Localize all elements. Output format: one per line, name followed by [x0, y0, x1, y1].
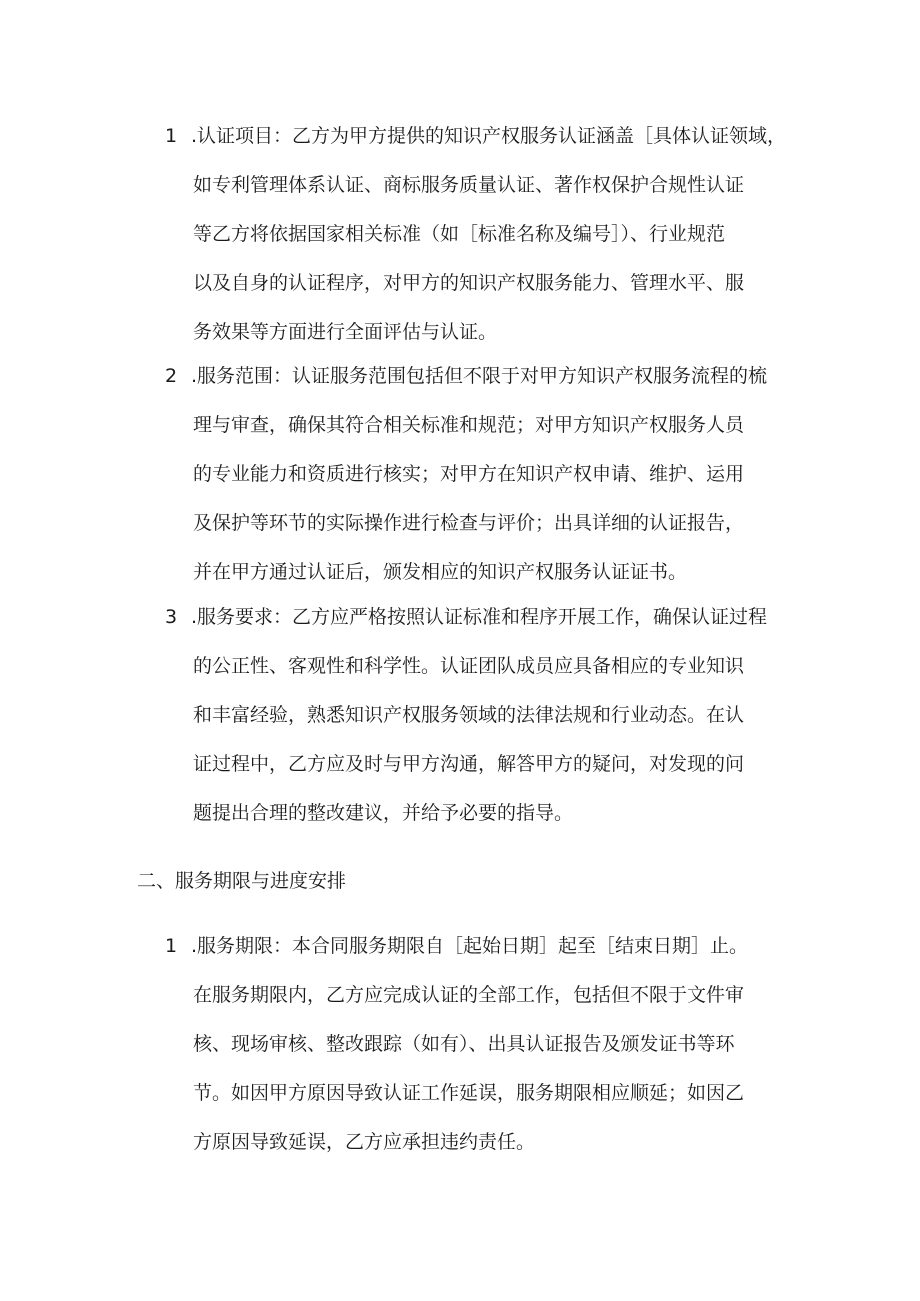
- clause-service-scope: [165, 352, 790, 597]
- clause-text: [191, 922, 790, 1167]
- clause-line: 核、现场审核、整改跟踪（如有）、出具认证报告及颁发证书等环: [193, 1033, 735, 1055]
- clause-service-period: [165, 922, 790, 1167]
- clause-line: 如专利管理体系认证、商标服务质量认证、著作权保护合规性认证: [193, 174, 745, 196]
- clause-line: 证过程中，乙方应及时与甲方沟通，解答甲方的疑问，对发现的问: [193, 753, 745, 775]
- clause-text: [191, 593, 790, 838]
- clause-line: 节。如因甲方原因导致认证工作延误，服务期限相应顺延；如因乙: [193, 1082, 745, 1104]
- clause-text: [191, 112, 790, 357]
- clause-line: 务效果等方面进行全面评估与认证。: [193, 321, 498, 343]
- clause-line: .认证项目：乙方为甲方提供的知识产权服务认证涵盖［具体认证领域，: [191, 125, 787, 147]
- clause-line: 并在甲方通过认证后，颁发相应的知识产权服务认证证书。: [193, 561, 688, 583]
- clause-line: 理与审查，确保其符合相关标准和规范；对甲方知识产权服务人员: [193, 414, 745, 436]
- clause-service-requirements: [165, 593, 790, 838]
- clause-line: .服务范围：认证服务范围包括但不限于对甲方知识产权服务流程的梳: [191, 365, 768, 387]
- clause-number: 1: [165, 125, 178, 147]
- clause-text: [191, 352, 790, 597]
- clause-number: 3: [165, 606, 178, 628]
- clause-line: 以及自身的认证程序，对甲方的知识产权服务能力、管理水平、服: [193, 272, 745, 294]
- clause-number: 1: [165, 935, 178, 957]
- clause-certification-project: [165, 112, 790, 357]
- clause-line: 方原因导致延误，乙方应承担违约责任。: [193, 1131, 536, 1153]
- clause-line: 题提出合理的整改建议，并给予必要的指导。: [193, 802, 574, 824]
- clause-line: 在服务期限内，乙方应完成认证的全部工作，包括但不限于文件审: [193, 984, 745, 1006]
- clause-line: .服务期限：本合同服务期限自［起始日期］起至［结束日期］止。: [191, 935, 749, 957]
- clause-line: 和丰富经验，熟悉知识产权服务领域的法律法规和行业动态。在认: [193, 704, 745, 726]
- clause-line: 的公正性、客观性和科学性。认证团队成员应具备相应的专业知识: [193, 655, 745, 677]
- clause-number: 2: [165, 365, 178, 387]
- clause-line: 的专业能力和资质进行核实；对甲方在知识产权申请、维护、运用: [193, 463, 745, 485]
- clause-line: .服务要求：乙方应严格按照认证标准和程序开展工作，确保认证过程: [191, 606, 768, 628]
- section-heading: 二、服务期限与进度安排: [137, 870, 347, 892]
- clause-line: 及保护等环节的实际操作进行检查与评价；出具详细的认证报告，: [193, 512, 745, 534]
- clause-line: 等乙方将依据国家相关标准（如［标准名称及编号］）、行业规范: [193, 223, 726, 245]
